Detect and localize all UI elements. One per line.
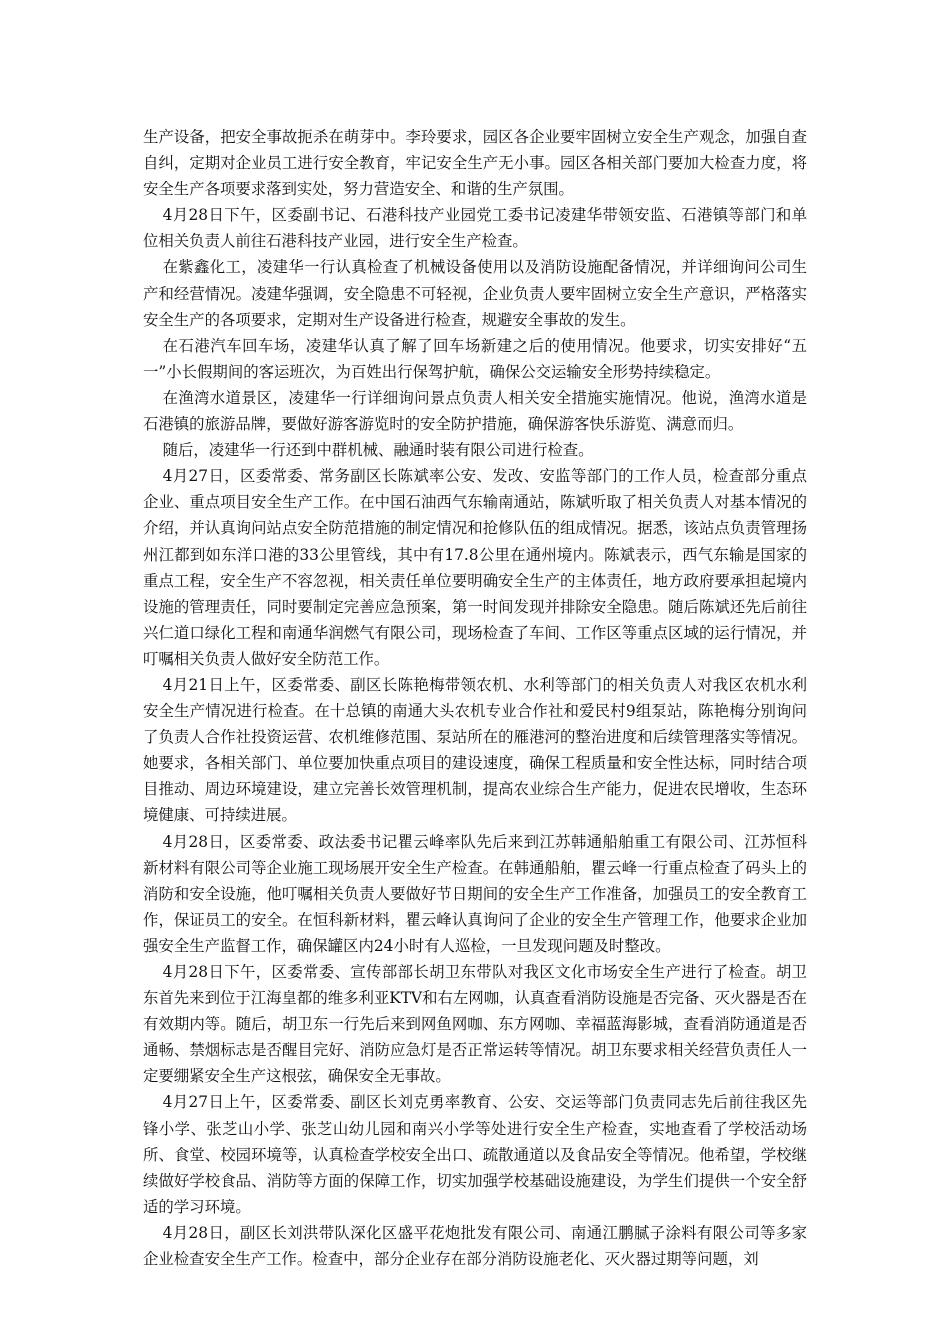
paragraph-11: 4月27日上午，区委常委、副区长刘克勇率教育、公安、交运等部门负责同志先后前往我区先锋小学、张芝山小学、张芝山幼儿园和南兴小学等处进行安全生产检查，实地查看了学校活动场所、食堂、校园环境等，认真检查学校安全出口、疏散通道以及食品安全等情况。他希望，学校继续做好学校食品、消防等方面的保障工作，切实加强学校基础设施建设，为学生们提供一个安全舒适的学习环境。: [143, 1093, 807, 1216]
paragraph-8: 4月21日上午，区委常委、副区长陈艳梅带领农机、水利等部门的相关负责人对我区农机水利安全生产情况进行检查。在十总镇的南通大头农机专业合作社和爱民村9组泵站，陈艳梅分别询问了负责人合作社投资运营、农机维修范围、泵站所在的雁港河的整治进度和后续管理落实等情况。她要求，各相关部门、单位要加快重点项目的建设速度，确保工程质量和安全性达标，同时结合项目推动、周边环境建设，建立完善长效管理机制，提高农业综合生产能力，促进农民增收，生态环境健康、可持续进展。: [143, 675, 807, 825]
paragraph-1: 生产设备，把安全事故扼杀在萌芽中。李玲要求，园区各企业要牢固树立安全生产观念，加强自查自纠，定期对企业员工进行安全教育，牢记安全生产无小事。园区各相关部门要加大检查力度，将安全生产各项要求落到实处，努力营造安全、和谐的生产氛围。: [143, 128, 807, 199]
paragraph-9: 4月28日，区委常委、政法委书记瞿云峰率队先后来到江苏韩通船舶重工有限公司、江苏恒科新材料有限公司等企业施工现场展开安全生产检查。在韩通船舶，瞿云峰一行重点检查了码头上的消防和安全设施，他叮嘱相关负责人要做好节日期间的安全生产工作准备，加强员工的安全教育工作，保证员工的安全。在恒科新材料，瞿云峰认真询问了企业的安全生产管理工作，他要求企业加强安全生产监督工作，确保罐区内24小时有人巡检，一旦发现问题及时整改。: [143, 832, 807, 955]
paragraph-12: 4月28日，副区长刘洪带队深化区盛平花炮批发有限公司、南通江鹏腻子涂料有限公司等多家企业检查安全生产工作。检查中，部分企业存在部分消防设施老化、灭火器过期等问题，刘: [143, 1223, 807, 1269]
document-body: [143, 124, 807, 1272]
paragraph-10: 4月28日下午，区委常委、宣传部部长胡卫东带队对我区文化市场安全生产进行了检查。胡卫东首先来到位于江海皇都的维多利亚KTV和右左网咖，认真查看消防设施是否完备、灭火器是否在有效期内等。随后，胡卫东一行先后来到网鱼网咖、东方网咖、幸福蓝海影城，查看消防通道是否通畅、禁烟标志是否醒目完好、消防应急灯是否正常运转等情况。胡卫东要求相关经营负责任人一定要绷紧安全生产这根弦，确保安全无事故。: [143, 963, 807, 1086]
paragraph-3: 在紫鑫化工，凌建华一行认真检查了机械设备使用以及消防设施配备情况，并详细询问公司生产和经营情况。凌建华强调，安全隐患不可轻视，企业负责人要牢固树立安全生产意识，严格落实安全生产的各项要求，定期对生产设备进行检查，规避安全事故的发生。: [143, 258, 807, 329]
paragraph-5: 在渔湾水道景区，凌建华一行详细询问景点负责人相关安全措施实施情况。他说，渔湾水道是石港镇的旅游品牌，要做好游客游览时的安全防护措施，确保游客快乐游览、满意而归。: [143, 388, 807, 434]
paragraph-7: 4月27日，区委常委、常务副区长陈斌率公安、发改、安监等部门的工作人员，检查部分重点企业、重点项目安全生产工作。在中国石油西气东输南通站，陈斌听取了相关负责人对基本情况的介绍，并认真询问站点安全防范措施的制定情况和抢修队伍的组成情况。据悉，该站点负责管理扬州江都到如东洋口港的33公里管线，其中有17.8公里在通州境内。陈斌表示，西气东输是国家的重点工程，安全生产不容忽视，相关责任单位要明确安全生产的主体责任，地方政府要承担起境内设施的管理责任，同时要制定完善应急预案，第一时间发现并排除安全隐患。随后陈斌还先后前往兴仁道口绿化工程和南通华润燃气有限公司，现场检查了车间、工作区等重点区域的运行情况，并叮嘱相关负责人做好安全防范工作。: [143, 467, 807, 668]
paragraph-4: 在石港汽车回车场，凌建华认真了解了回车场新建之后的使用情况。他要求，切实安排好“五一”小长假期间的客运班次，为百姓出行保驾护航，确保公交运输安全形势持续稳定。: [143, 336, 807, 381]
paragraph-6: 随后，凌建华一行还到中群机械、融通时装有限公司进行检查。: [162, 441, 594, 460]
paragraph-2: 4月28日下午，区委副书记、石港科技产业园党工委书记凌建华带领安监、石港镇等部门和单位相关负责人前往石港科技产业园，进行安全生产检查。: [143, 206, 807, 251]
